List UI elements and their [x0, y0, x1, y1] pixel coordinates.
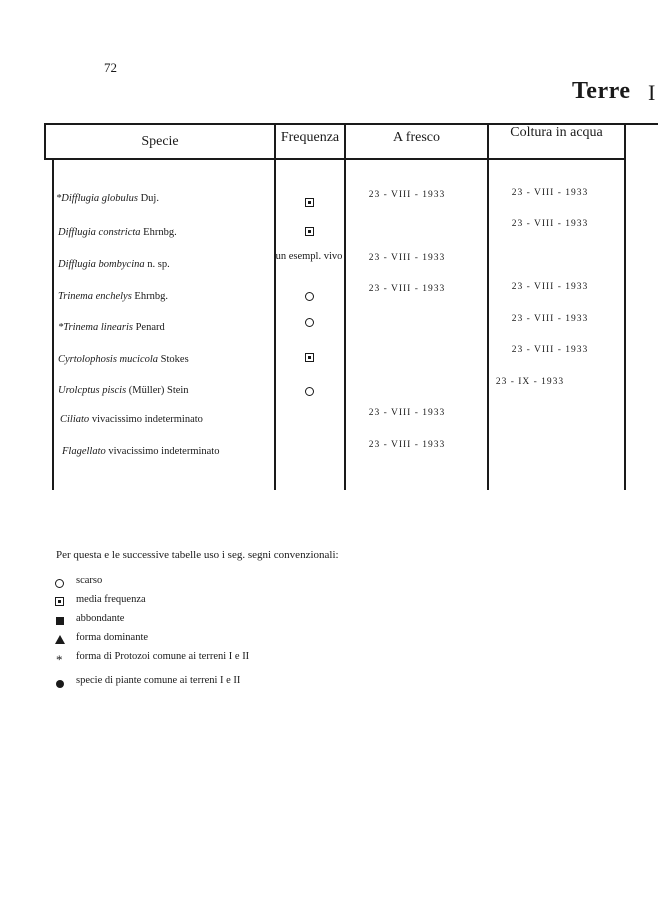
- asterisk-legend-icon: *: [56, 652, 63, 667]
- culture-date: 23 - VIII - 1933: [511, 188, 589, 198]
- fresh-date: 23 - VIII - 1933: [368, 284, 446, 294]
- culture-date: 23 - VIII - 1933: [511, 282, 589, 292]
- species-author: vivacissimo indeterminato: [91, 414, 203, 425]
- media-frequenza-symbol: [305, 353, 314, 362]
- scarso-symbol: [305, 387, 314, 396]
- table-row-species: [58, 385, 189, 396]
- species-author: Penard: [135, 322, 165, 333]
- filled-circle-legend-icon: [56, 680, 64, 688]
- column-divider-3: [487, 123, 489, 490]
- legend-label-scarso: scarso: [76, 575, 103, 586]
- scarso-symbol: [305, 318, 314, 327]
- legend-label-protozoi: forma di Protozoi comune ai terreni I e II: [76, 651, 250, 662]
- media-frequenza-symbol: [305, 227, 314, 236]
- species-name: Trinema enchelys: [58, 291, 132, 302]
- table-row-species: [58, 322, 165, 333]
- table-row-species: [60, 414, 203, 425]
- fresh-date: 23 - VIII - 1933: [368, 253, 446, 263]
- column-divider-4: [624, 123, 626, 490]
- culture-date: 23 - VIII - 1933: [511, 219, 589, 229]
- table-row-species: [62, 446, 219, 457]
- species-author: Ehrnbg.: [143, 227, 177, 238]
- culture-date: 23 - VIII - 1933: [511, 314, 589, 324]
- species-author: Stokes: [160, 354, 189, 365]
- species-name: Difflugia bombycina: [58, 259, 145, 270]
- frequency-text: un esempl. vivo: [275, 251, 343, 262]
- header-fresh: A fresco: [392, 130, 441, 145]
- culture-date: 23 - VIII - 1933: [511, 345, 589, 355]
- column-divider-1: [274, 123, 276, 490]
- species-author: n. sp.: [147, 259, 170, 270]
- species-name: *Trinema linearis: [58, 322, 133, 333]
- abbondante-legend-icon: [56, 617, 64, 625]
- species-author: vivacissimo indeterminato: [108, 446, 220, 457]
- table-header-rule: [44, 158, 626, 160]
- header-species: Specie: [141, 134, 179, 149]
- species-name: Difflugia constricta: [58, 227, 141, 238]
- table-row-species: [58, 291, 168, 302]
- legend-label-media: media frequenza: [76, 594, 146, 605]
- legend-label-piante: specie di piante comune ai terreni I e II: [76, 675, 241, 686]
- table-row-species: [58, 227, 177, 238]
- header-frequency: Frequenza: [280, 130, 340, 145]
- media-frequenza-legend-icon: [55, 597, 64, 606]
- table-left-border-body: [52, 160, 54, 490]
- species-name: Ciliato: [60, 414, 90, 425]
- legend-label-dominante: forma dominante: [76, 632, 149, 643]
- section-title: Terre: [572, 78, 631, 104]
- scarso-symbol: [305, 292, 314, 301]
- cut-off-glyph: I: [648, 80, 656, 105]
- legend-intro: Per questa e le successive tabelle uso i seg. segni convenzionali:: [56, 549, 339, 561]
- fresh-date: 23 - VIII - 1933: [368, 190, 446, 200]
- species-author: Duj.: [140, 193, 159, 204]
- species-name: Cyrtolophosis mucicola: [58, 354, 159, 365]
- table-row-species: [58, 354, 189, 365]
- species-name: Flagellato: [62, 446, 106, 457]
- species-author: Ehrnbg.: [134, 291, 168, 302]
- fresh-date: 23 - VIII - 1933: [368, 408, 446, 418]
- page-number: 72: [104, 60, 117, 75]
- fresh-date: 23 - VIII - 1933: [368, 440, 446, 450]
- species-name: Urolcptus piscis: [58, 385, 127, 396]
- culture-date: 23 - IX - 1933: [495, 377, 565, 387]
- scarso-legend-icon: [55, 579, 64, 588]
- species-author: (Müller) Stein: [128, 385, 189, 396]
- forma-dominante-legend-icon: [55, 635, 65, 644]
- column-divider-2: [344, 123, 346, 490]
- legend-label-abbondante: abbondante: [76, 613, 125, 624]
- species-name: *Difflugia globulus: [56, 193, 138, 204]
- table-row-species: [58, 259, 170, 270]
- header-culture: Coltura in acqua: [510, 125, 603, 140]
- media-frequenza-symbol: [305, 198, 314, 207]
- table-row-species: [56, 193, 159, 204]
